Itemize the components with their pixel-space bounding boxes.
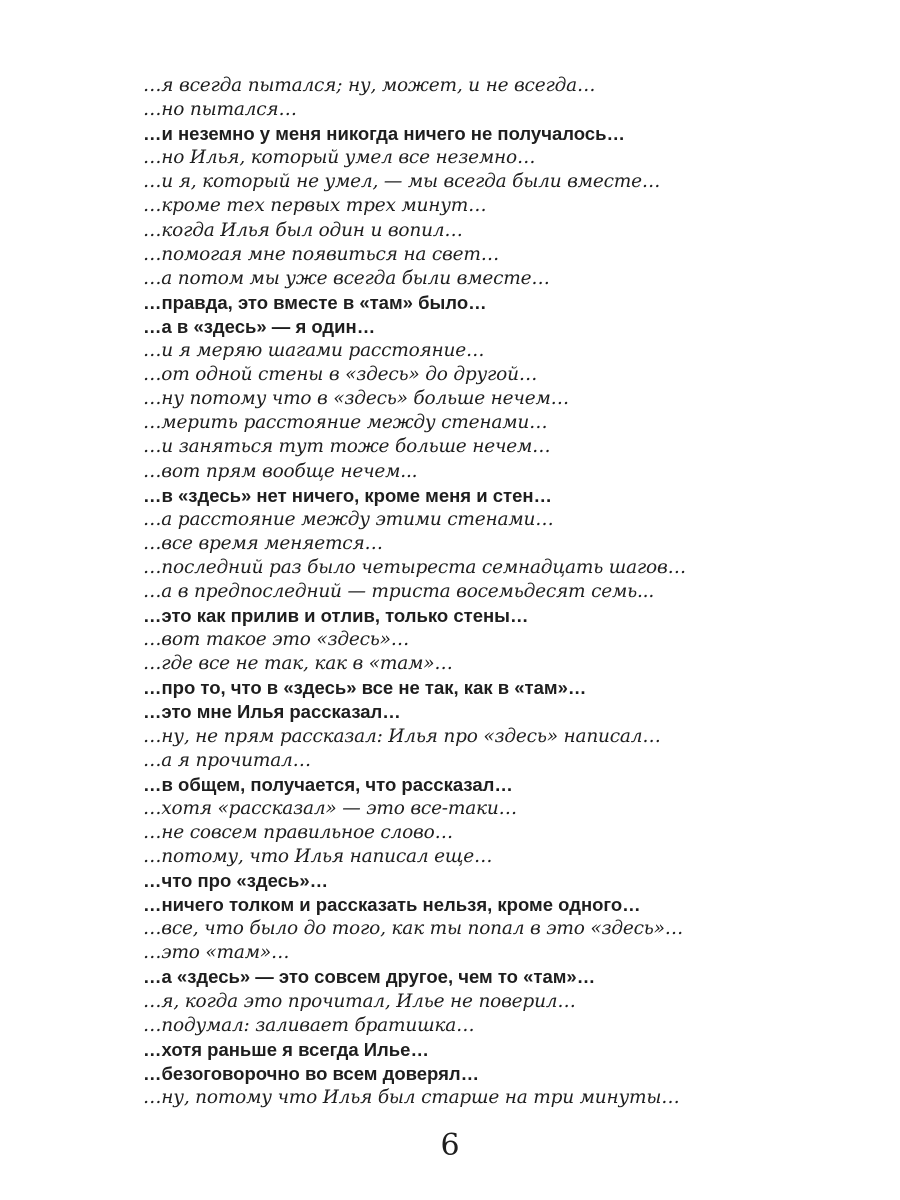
- text-line: …потому, что Илья написал еще…: [143, 846, 493, 867]
- text-line: …подумал: заливает братишка…: [143, 1014, 475, 1036]
- text-line: …ну, потому что Илья был старше на три минуты…: [143, 1086, 680, 1108]
- text-line-bold: …безоговорочно во всем доверял…: [143, 1062, 480, 1084]
- text-line-bold: …ничего толком и рассказать нельзя, кроме одного…: [143, 894, 641, 916]
- text-line: …помогая мне появиться на свет…: [143, 243, 499, 265]
- text-line-bold: …в «здесь» нет ничего, кроме меня и стен…: [143, 484, 553, 506]
- text-line: …последний раз было четыреста семнадцать шагов…: [143, 556, 686, 578]
- text-line: …все, что было до того, как ты попал в это «здесь»…: [143, 918, 684, 940]
- text-line-bold: …это мне Илья рассказал…: [143, 701, 401, 723]
- text-line: …все время меняется…: [143, 532, 383, 554]
- text-line: …вот такое это «здесь»…: [143, 629, 410, 651]
- text-line: …это «там»…: [143, 942, 290, 964]
- text-line: …я, когда это прочитал, Илье не поверил…: [143, 990, 576, 1012]
- text-line-bold: …в общем, получается, что рассказал…: [143, 773, 513, 795]
- text-line: …не совсем правильное слово…: [143, 821, 453, 843]
- page-number: 6: [440, 1128, 460, 1163]
- text-line: …а потом мы уже всегда были вместе…: [143, 267, 550, 289]
- text-line: …а я прочитал…: [143, 749, 311, 771]
- text-line: …когда Илья был один и вопил…: [143, 219, 463, 241]
- text-line-bold: …это как прилив и отлив, только стены…: [143, 605, 529, 627]
- text-line-bold: …хотя раньше я всегда Илье…: [143, 1038, 429, 1060]
- text-line: …мерить расстояние между стенами…: [143, 412, 548, 434]
- text-line: …но Илья, который умел все неземно…: [143, 147, 536, 169]
- text-line: …от одной стены в «здесь» до другой…: [143, 364, 538, 386]
- text-body: [143, 74, 843, 1110]
- text-line: …и заняться тут тоже больше нечем…: [143, 436, 551, 458]
- text-line: …вот прям вообще нечем...: [143, 460, 418, 482]
- text-line: …а в предпоследний — триста восемьдесят семь...: [143, 580, 655, 602]
- text-line: …и я, который не умел, — мы всегда были вместе…: [143, 171, 661, 193]
- text-line: …и я меряю шагами расстояние…: [143, 340, 485, 362]
- text-line-bold: …правда, это вместе в «там» было…: [143, 291, 487, 313]
- text-line: …ну потому что в «здесь» больше нечем…: [143, 388, 569, 410]
- text-line-bold: …про то, что в «здесь» все не так, как в «там»…: [143, 677, 587, 699]
- text-line: …хотя «рассказал» — это все-таки…: [143, 797, 517, 819]
- text-line-bold: …а в «здесь» — я один…: [143, 315, 376, 337]
- text-line: …кроме тех первых трех минут…: [143, 195, 487, 217]
- text-line: …я всегда пытался; ну, может, и не всегда…: [143, 75, 596, 96]
- text-line-bold: …что про «здесь»…: [143, 870, 329, 892]
- text-line: …но пытался…: [143, 99, 297, 121]
- text-line-bold: …и неземно у меня никогда ничего не получалось…: [143, 123, 625, 145]
- text-line: …ну, не прям рассказал: Илья про «здесь» написал…: [143, 725, 661, 747]
- text-line-bold: …а «здесь» — это совсем другое, чем то «там»…: [143, 966, 596, 988]
- text-line: …где все не так, как в «там»…: [143, 653, 453, 675]
- text-line: …а расстояние между этими стенами…: [143, 508, 554, 530]
